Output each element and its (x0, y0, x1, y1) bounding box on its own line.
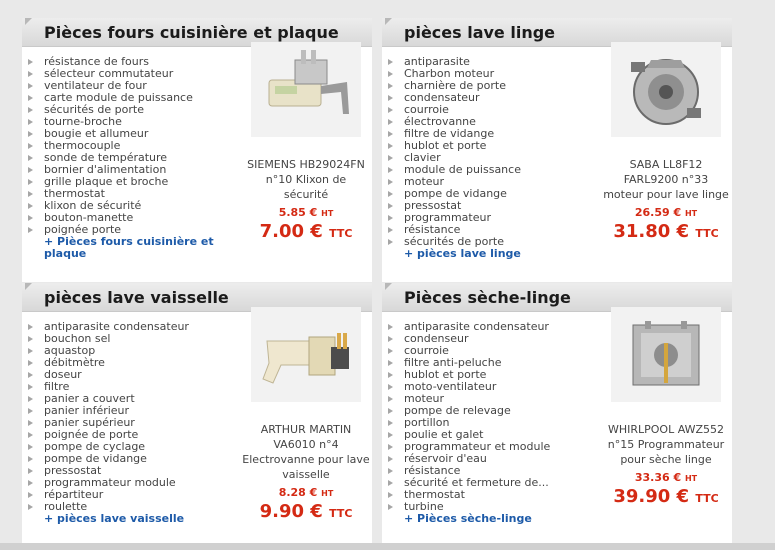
list-item[interactable]: carte module de puissance (28, 92, 238, 104)
list-item[interactable]: tourne-broche (28, 116, 238, 128)
product-photo[interactable] (251, 307, 361, 402)
list-item[interactable]: poignée porte (28, 224, 238, 236)
list-item[interactable]: thermostat (388, 489, 598, 501)
list-item[interactable]: roulette (28, 501, 238, 513)
price-ht (242, 206, 370, 219)
list-item[interactable]: doseur (28, 369, 238, 381)
list-item[interactable]: pompe de relevage (388, 405, 598, 417)
list-item[interactable]: charnière de porte (388, 80, 598, 92)
product-name[interactable]: SIEMENS HB29024FN n°10 Klixon de sécurité (247, 158, 365, 201)
list-item[interactable]: programmateur module (28, 477, 238, 489)
list-item[interactable]: sécurités de porte (28, 104, 238, 116)
more-link[interactable]: + pièces lave vaisselle (44, 512, 185, 525)
list-item[interactable]: filtre (28, 381, 238, 393)
tax-label: TTC (695, 227, 719, 240)
list-item[interactable]: antiparasite condensateur (388, 321, 598, 333)
list-item[interactable]: réservoir d'eau (388, 453, 598, 465)
list-item[interactable]: Charbon moteur (388, 68, 598, 80)
list-item[interactable]: sonde de température (28, 152, 238, 164)
list-item[interactable]: filtre de vidange (388, 128, 598, 140)
list-item[interactable]: pompe de vidange (28, 453, 238, 465)
price-ht-value: 33.36 € (634, 471, 682, 484)
list-item[interactable]: bornier d'alimentation (28, 164, 238, 176)
programmer-image-icon (611, 307, 721, 402)
price-ht (242, 486, 370, 499)
list-item[interactable]: condensateur (388, 92, 598, 104)
list-item[interactable]: résistance de fours (28, 56, 238, 68)
product-photo[interactable] (611, 42, 721, 137)
price-ht-value: 5.85 € (278, 206, 318, 219)
price-ttc (602, 221, 730, 242)
category-list (28, 321, 238, 525)
list-item[interactable]: thermocouple (28, 140, 238, 152)
price-ttc (242, 221, 370, 242)
product-name[interactable]: WHIRLPOOL AWZ552 n°15 Programmateur pour sèche linge (607, 423, 725, 466)
list-item[interactable]: panier inférieur (28, 405, 238, 417)
category-list (388, 56, 598, 260)
list-item[interactable]: panier supérieur (28, 417, 238, 429)
price-ttc-value: 31.80 € (613, 221, 690, 242)
list-item[interactable]: module de puissance (388, 164, 598, 176)
list-item[interactable]: pompe de cyclage (28, 441, 238, 453)
bottom-bar (0, 543, 775, 550)
product-photo[interactable] (611, 307, 721, 402)
tax-label: TTC (695, 492, 719, 505)
list-item[interactable]: poignée de porte (28, 429, 238, 441)
list-item[interactable]: bougie et allumeur (28, 128, 238, 140)
tax-label: HT (684, 474, 698, 483)
list-item[interactable]: ventilateur de four (28, 80, 238, 92)
corner-decoration (382, 283, 394, 311)
corner-decoration (22, 283, 34, 311)
list-item[interactable]: sélecteur commutateur (28, 68, 238, 80)
category-list (388, 321, 598, 525)
featured-product[interactable] (242, 42, 370, 242)
list-item[interactable]: courroie (388, 345, 598, 357)
list-item[interactable]: résistance (388, 224, 598, 236)
list-item[interactable]: antiparasite (388, 56, 598, 68)
list-item[interactable]: hublot et porte (388, 369, 598, 381)
tax-label: TTC (329, 227, 353, 240)
price-ht-value: 26.59 € (634, 206, 682, 219)
product-photo[interactable] (251, 42, 361, 137)
price-ttc (242, 501, 370, 522)
klixon-image-icon (251, 42, 361, 137)
panel-lave-linge (382, 18, 732, 282)
list-item[interactable]: répartiteur (28, 489, 238, 501)
list-item[interactable]: programmateur et module (388, 441, 598, 453)
list-item[interactable]: sécurités de porte (388, 236, 598, 248)
price-ttc-value: 39.90 € (613, 486, 690, 507)
list-item[interactable]: turbine (388, 501, 598, 513)
list-item[interactable]: résistance (388, 465, 598, 477)
list-item[interactable]: moto-ventilateur (388, 381, 598, 393)
panel-title[interactable]: Pièces fours cuisinière et plaque (44, 23, 339, 42)
tax-label: HT (321, 489, 334, 498)
featured-product[interactable] (602, 42, 730, 242)
list-item[interactable]: antiparasite condensateur (28, 321, 238, 333)
more-link[interactable]: + pièces lave linge (404, 247, 521, 260)
list-item[interactable]: poulie et galet (388, 429, 598, 441)
panel-title[interactable]: Pièces sèche-linge (404, 288, 571, 307)
price-ht-value: 8.28 € (278, 486, 318, 499)
panel-fours (22, 18, 372, 282)
price-ttc-value: 7.00 € (259, 221, 323, 242)
tax-label: TTC (329, 507, 353, 520)
list-item[interactable]: débitmètre (28, 357, 238, 369)
corner-decoration (22, 18, 34, 46)
featured-product[interactable] (242, 307, 370, 522)
featured-product[interactable] (602, 307, 730, 507)
list-item[interactable]: grille plaque et broche (28, 176, 238, 188)
panel-title[interactable]: pièces lave vaisselle (44, 288, 229, 307)
product-name[interactable]: ARTHUR MARTIN VA6010 n°4 Electrovanne pour lave vaisselle (242, 423, 370, 481)
tax-label: HT (321, 209, 334, 218)
list-item[interactable]: klixon de sécurité (28, 200, 238, 212)
motor-image-icon (611, 42, 721, 137)
price-ttc (602, 486, 730, 507)
list-item[interactable]: condenseur (388, 333, 598, 345)
price-ttc-value: 9.90 € (259, 501, 323, 522)
list-item[interactable]: courroie (388, 104, 598, 116)
list-item[interactable]: pompe de vidange (388, 188, 598, 200)
valve-image-icon (251, 307, 361, 402)
list-item[interactable]: pressostat (28, 465, 238, 477)
product-name[interactable]: SABA LL8F12 FARL9200 n°33 moteur pour lave linge (603, 158, 729, 201)
list-item[interactable]: moteur (388, 393, 598, 405)
list-item[interactable]: aquastop (28, 345, 238, 357)
panel-lave-vaisselle (22, 283, 372, 547)
list-item[interactable]: électrovanne (388, 116, 598, 128)
list-item[interactable]: clavier (388, 152, 598, 164)
list-item[interactable]: pressostat (388, 200, 598, 212)
more-link[interactable]: + Pièces sèche-linge (404, 512, 532, 525)
panel-seche-linge (382, 283, 732, 547)
list-item[interactable]: sécurité et fermeture de... (388, 477, 598, 489)
list-item[interactable]: bouton-manette (28, 212, 238, 224)
category-list (28, 56, 238, 260)
tax-label: HT (684, 209, 698, 218)
more-link[interactable]: + Pièces fours cuisinière et plaque (44, 235, 214, 260)
corner-decoration (382, 18, 394, 46)
list-item[interactable]: filtre anti-peluche (388, 357, 598, 369)
list-item[interactable]: moteur (388, 176, 598, 188)
list-item[interactable]: panier a couvert (28, 393, 238, 405)
list-item[interactable]: portillon (388, 417, 598, 429)
list-item[interactable]: bouchon sel (28, 333, 238, 345)
list-item[interactable]: programmateur (388, 212, 598, 224)
list-item[interactable]: hublot et porte (388, 140, 598, 152)
panel-title[interactable]: pièces lave linge (404, 23, 556, 42)
list-item[interactable]: thermostat (28, 188, 238, 200)
price-ht (602, 206, 730, 219)
price-ht (602, 471, 730, 484)
